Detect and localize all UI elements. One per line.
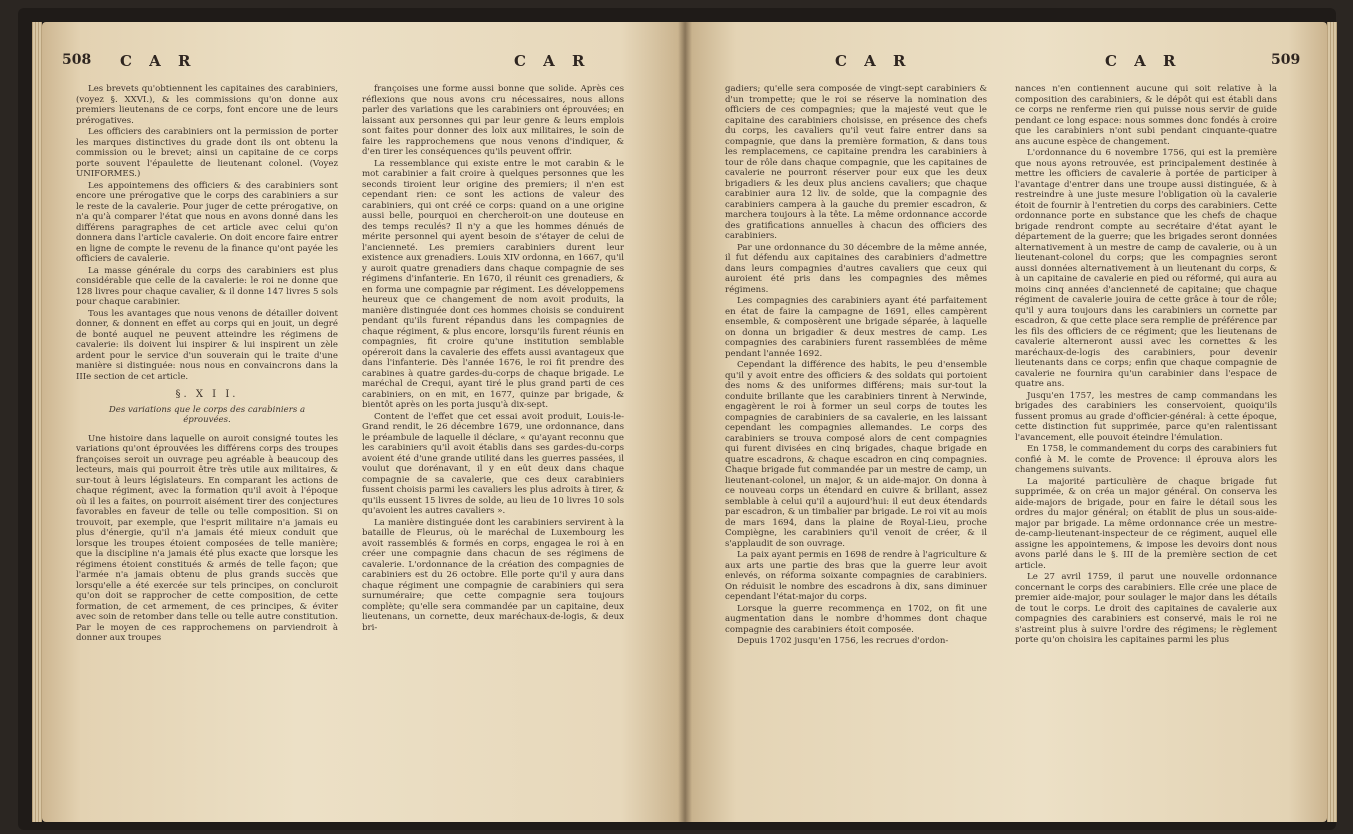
running-head: C A R (1105, 52, 1182, 70)
running-head: C A R (120, 52, 197, 70)
book-gutter (678, 22, 692, 822)
paragraph: Lorsque la guerre recommença en 1702, on fit une augmentation dans le nombre d'hommes dont chaque compagnie des carabiniers étoit composée. (725, 603, 987, 635)
paragraph: Jusqu'en 1757, les mestres de camp commandans les brigades des carabiniers les conservoient, quoiqu'ils fussent promus au grade d'officier-général: à cette époque, cette distinction fut supprimée, parce qu'en ralentissant l'avancement, elle pouvoit éteindre l'émulation. (1015, 390, 1277, 443)
section-subtitle: Des variations que le corps des carabiniers a éprouvées. (108, 404, 306, 425)
text-column-1 (76, 84, 338, 814)
page-edge-right (1327, 22, 1337, 822)
running-head: C A R (835, 52, 912, 70)
paragraph: Depuis 1702 jusqu'en 1756, les recrues d'ordon- (737, 636, 949, 646)
paragraph: Content de l'effet que cet essai avoit produit, Louis-le-Grand rendit, le 26 décembre 1679, une ordonnance, dans le préambule de laquelle il déclare, « qu'ayant reconnu que les carabiniers qu'il avoit établis dans ses gardes-du-corps avoient été d'une grande utilité dans les guerres passées, il voulut que dorénavant, il y en eût deux dans chaque compagnie de sa cavalerie, que ces deux carabiniers fussent choisis parmi les cavaliers les plus adroits à tirer, & qu'ils eussent 15 livres de solde, au lieu de 10 livres 10 sols qu'avoient les autres cavaliers ». (362, 411, 624, 516)
paragraph: En 1758, le commandement du corps des carabiniers fut confié à M. le comte de Provence: il éprouva alors les changemens suivants. (1015, 444, 1277, 475)
paragraph: La paix ayant permis en 1698 de rendre à l'agriculture & aux arts une partie des bras que la guerre leur avoit enlevés, on réforma soixante compagnies de carabiniers. On réduisit le nombre des escadrons à dix, sans diminuer cependant l'état-major du corps. (725, 550, 987, 602)
paragraph: Les appointemens des officiers & des carabiniers sont encore une prérogative que le corps des carabiniers a sur le reste de la cavalerie. Pour juger de cette prérogative, on n'a qu'à comparer l'état que nous en avons donné dans les différens paragraphes de cet article avec celui qu'on donnera dans l'article cavalerie. On doit encore faire entrer en ligne de compte le revenu de la finance qu'ont payée les officiers de cavalerie. (76, 180, 338, 264)
open-book (18, 8, 1336, 830)
paragraph: Tous les avantages que nous venons de détailler doivent donner, & donnent en effet au corps qui en jouit, un degré de bonté auquel ne peuvent atteindre les régimens de cavalerie: ils doivent lui inspirer & lui inspirent un zèle ardent pour le service d'un souverain qui le traite d'une manière si distinguée: nous nous en convaincrons dans la IIIe section de cet article. (76, 308, 338, 382)
text-column-4 (1015, 84, 1277, 814)
paragraph: Les compagnies des carabiniers ayant été parfaitement en état de faire la campagne de 1691, elles campèrent ensemble, & composèrent une brigade séparée, à laquelle on donna un brigadier & deux mestres de camp. Les compagnies des carabiniers furent rassemblées de même pendant l'année 1692. (725, 296, 987, 359)
section-heading: §. X I I. (175, 389, 239, 400)
left-page (42, 22, 685, 822)
text-column-3 (725, 84, 987, 814)
paragraph: La manière distinguée dont les carabiniers servirent à la bataille de Fleurus, où le maréchal de Luxembourg les avoit rassemblés & formés en corps, engagea le roi à en créer une compagnie dans chacun de ses régimens de cavalerie. L'ordonnance de la création des compagnies de carabiniers est du 26 octobre. Elle porte qu'il y aura dans chaque régiment une compagnie de carabiniers qui sera surnuméraire; que cette compagnie sera toujours complète; qu'elle sera commandée par un capitaine, deux lieutenans, un cornette, deux maréchaux-de-logis, & deux bri- (362, 517, 624, 633)
paragraph: Les officiers des carabiniers ont la permission de porter les marques distinctives du grade dont ils ont obtenu la commission ou le brevet; ainsi un capitaine de ce corps porte souvent l'épaulette de lieutenant colonel. (Voyez UNIFORMES.) (76, 127, 338, 179)
paragraph: La ressemblance qui existe entre le mot carabin & le mot carabinier a fait croire à quelques personnes que les seconds tiroient leur origine des premiers; il n'en est cependant rien: ce sont les actions de valeur des carabiniers, qui ont créé ce corps: quand on a une origine aussi belle, pourquoi en chercheroit-on une douteuse en des temps reculés? Il n'y a que les hommes dénués de mérite personnel qui ayent besoin de s'étayer de celui de l'ancienneté. Les premiers carabiniers durent leur existence aux grenadiers. Louis XIV ordonna, en 1667, qu'il y auroit quatre grenadiers dans chaque compagnie de ses régimens d'infanterie. En 1670, il réunit ces grenadiers, & en forma une compagnie par régiment. Les développemens heureux que ce changement de nom avoit produits, la manière distinguée dont ces hommes choisis se conduirent pendant qu'ils furent répandus dans les compagnies de chaque régiment, & plus encore, lorsqu'ils furent réunis en compagnies, fit croire qu'une institution semblable opéreroit dans la cavalerie des effets aussi avantageux que dans l'infanterie. Dès l'année 1676, le roi fit prendre des carabines à quatre gardes-du-corps de chaque brigade. Le maréchal de Crequi, ayant tiré le plus grand parti de ces carabiniers, on en mit, en 1677, quinze par brigade, & bientôt après on les porta jusqu'à dix-sept. (362, 158, 624, 410)
page-number: 509 (1271, 52, 1301, 68)
paragraph: La masse générale du corps des carabiniers est plus considérable que celle de la cavalerie: le roi ne donne que 128 livres pour chaque cavalier, & il donne 147 livres 5 sols pour chaque carabinier. (76, 265, 338, 307)
running-head: C A R (514, 52, 591, 70)
page-number: 508 (62, 52, 92, 68)
paragraph: Une histoire dans laquelle on auroit consigné toutes les variations qu'ont éprouvées les différens corps des troupes françoises seroit un ouvrage peu agréable à beaucoup des lecteurs, mais qui pourroit être très utile aux militaires, & sur-tout à leurs législateurs. En comparant les actions de chaque régiment, avec la formation qu'il avoit à l'époque où il les a faites, on pourroit aisément tirer des conjectures favorables en faveur de telle ou telle composition. Si on trouvoit, par exemple, que l'esprit militaire n'a jamais eu plus d'énergie, qu'il n'a jamais été mieux conduit que lorsque les troupes étoient composées de telle manière; que la discipline n'a jamais été plus exacte que lorsque les régimens étoient constitués & armés de telle façon; que l'armée n'a jamais obtenu de plus grands succès que lorsqu'elle a été exercée sur tels principes, on concluroit qu'on doit se rapprocher de cette composition, de cette formation, de cet armement, de ces principes, & éviter avec soin de retomber dans telle ou telle autre constitution. Par le moyen de ces rapprochemens on parviendroit à donner aux troupes (76, 433, 338, 643)
paragraph: Cependant la différence des habits, le peu d'ensemble qu'il y avoit entre des officiers & des soldats qui portoient des noms & des uniformes différens; mais sur-tout la conduite brillante que les carabiniers tinrent à Nerwinde, engagèrent le roi à former un seul corps de toutes les compagnies de carabiniers de sa cavalerie, en les laissant cependant les compagnies allemandes. Le corps des carabiniers se trouva composé alors de cent compagnies qui furent divisées en cinq brigades, chaque brigade en quatre escadrons, & chaque escadron en cinq compagnies. Chaque brigade fut commandée par un mestre de camp, un lieutenant-colonel, un major, & un aide-major. On donna à ce nouveau corps un étendard en cuivre & brillant, assez semblable à celui qu'il a aujourd'hui: il eut deux étendards par escadron, & un timbalier par brigade. Le roi vit au mois de mars 1694, dans la plaine de Royal-Lieu, proche Compiègne, les carabiniers qu'il venoit de créer, & il s'applaudit de son ouvrage. (725, 360, 987, 549)
paragraph: Les brevets qu'obtiennent les capitaines des carabiniers, (voyez §. XXVI.), & les commissions qu'on donne aux premiers lieutenans de ce corps, font encore une de leurs prérogatives. (76, 84, 338, 126)
paragraph: La majorité particulière de chaque brigade fut supprimée, & on créa un major général. On conserva les aide-majors de brigade, pour en faire le détail sous les ordres du major général; on établit de plus un sous-aide-major par brigade. La même ordonnance crée un mestre-de-camp-lieutenant-inspecteur de ce régiment, auquel elle assigne les appointemens, & impose les devoirs dont nous avons parlé dans le §. III de la première section de cet article. (1015, 476, 1277, 571)
paragraph: gadiers; qu'elle sera composée de vingt-sept carabiniers & d'un trompette; que le roi se réserve la nomination des officiers de ces compagnies; que la majesté veut que le capitaine des carabiniers choisisse, en présence des chefs du corps, les cavaliers qu'il veut faire entrer dans sa compagnie, que dans la première formation, & dans tous les remplacemens, ce capitaine prendra les carabiniers à tour de rôle dans chaque compagnie, que les capitaines de cavalerie ne pourront réserver pour eux que les deux brigadiers & les deux plus anciens cavaliers; que chaque carabinier aura 12 liv. de solde, que la compagnie des carabiniers campera à la gauche du premier escadron, & marchera toujours à la tête. La même ordonnance accorde des gratifications annuelles à chacun des officiers des carabiniers. (725, 84, 987, 241)
right-page (685, 22, 1327, 822)
paragraph: nances n'en contiennent aucune qui soit relative à la composition des carabiniers, & le dépôt qui est établi dans ce corps ne renferme rien qui puisse nous servir de guide pendant ce long espace: nous sommes donc fondés à croire que les carabiniers n'ont subi pendant cinquante-quatre ans aucune espèce de changement. (1015, 84, 1277, 147)
text-column-2 (362, 84, 624, 814)
page-edge-left (32, 22, 42, 822)
paragraph: Le 27 avril 1759, il parut une nouvelle ordonnance concernant le corps des carabiniers. Elle crée une place de premier aide-major, pour soulager le major dans les détails de tout le corps. Le droit des capitaines de cavalerie aux compagnies des carabiniers est conservé, mais le roi ne s'astreint plus à suivre l'ordre des régimens; le règlement porte qu'on choisira les capitaines parmi les plus (1015, 572, 1277, 645)
paragraph: Par une ordonnance du 30 décembre de la même année, il fut défendu aux capitaines des carabiniers d'admettre dans leurs compagnies d'autres cavaliers que ceux qui auroient été pris dans les compagnies des mêmes régimens. (725, 242, 987, 295)
paragraph: L'ordonnance du 6 novembre 1756, qui est la première que nous ayons retrouvée, est principalement destinée à mettre les officiers de cavalerie à portée de participer à l'avantage d'entrer dans une troupe aussi distinguée, & à restreindre à une juste mesure l'obligation où la cavalerie étoit de fournir à l'entretien du corps des carabiniers. Cette ordonnance porte en substance que les chefs de chaque brigade rendront compte au secrétaire d'état ayant le département de la guerre; que les brigades seront données alternativement à un mestre de camp de cavalerie, ou à un lieutenant-colonel du corps; que les compagnies seront aussi données alternativement à un lieutenant du corps, & à un capitaine de cavalerie en pied ou réformé, qui aura au moins cinq années d'ancienneté de capitaine; que chaque régiment de cavalerie jouira de cette grâce à tour de rôle; qu'il y aura toujours dans les carabiniers un cornette par escadron, & que cette place sera remplie de préférence par les fils des officiers de ce régiment; que les lieutenans de cavalerie alterneront aussi avec les cornettes & les maréchaux-de-logis des carabiniers, pour devenir lieutenants dans ce corps; enfin que chaque compagnie de cavalerie ne fournira qu'un carabinier dans l'espace de quatre ans. (1015, 148, 1277, 389)
paragraph: françoises une forme aussi bonne que solide. Après ces réflexions que nous avons cru nécessaires, nous allons parler des variations que les carabiniers ont éprouvées; en laissant aux personnes qui par leur genre & leurs emplois sont faites pour donner des loix aux militaires, le soin de faire les rapprochemens que nous venons d'indiquer, & d'en tirer les conséquences qu'ils peuvent offrir. (362, 84, 624, 157)
